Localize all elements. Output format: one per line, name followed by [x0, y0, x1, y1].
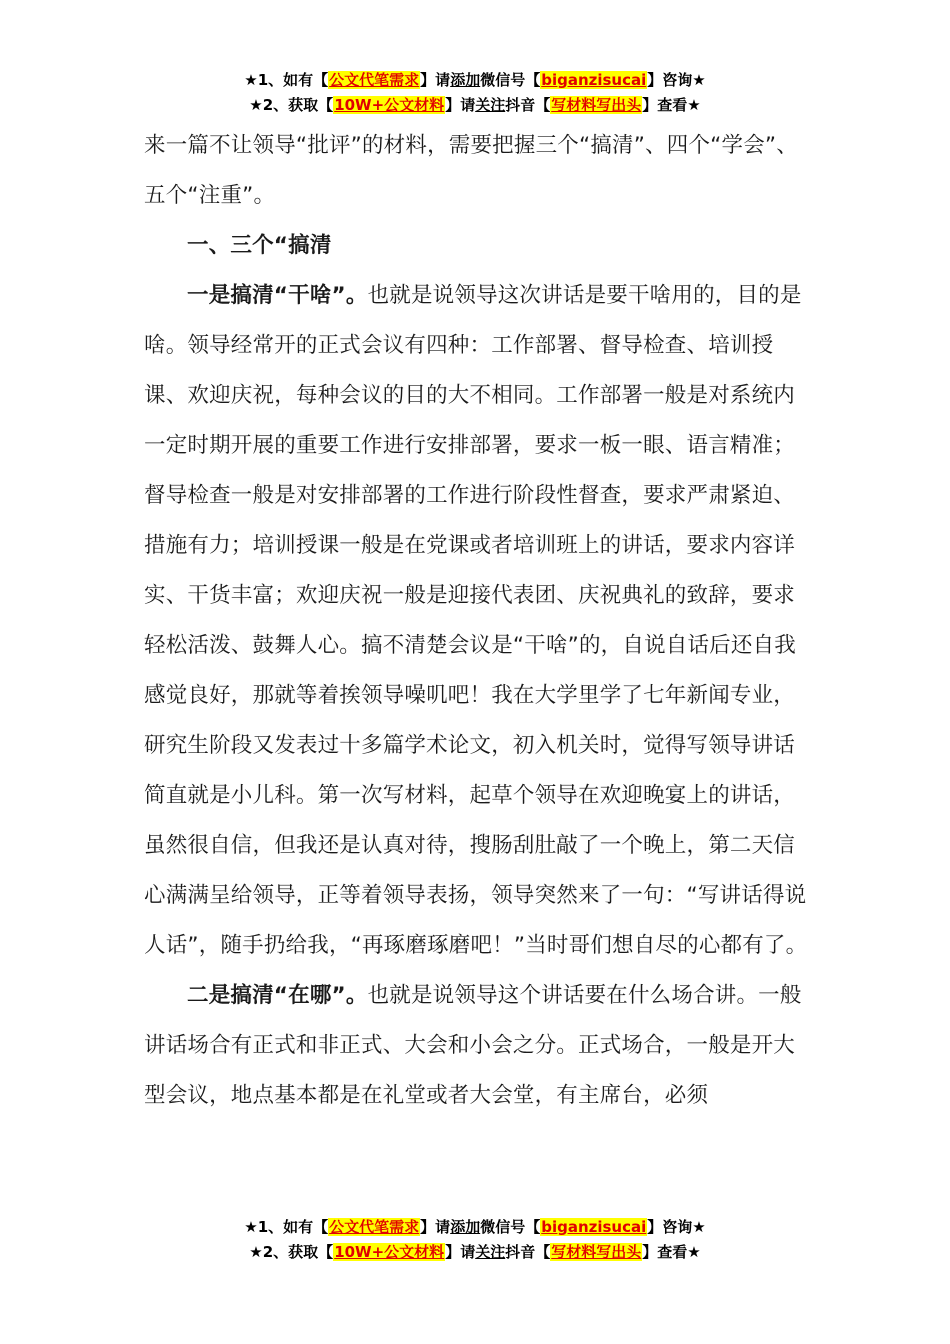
document-body [144, 121, 810, 1121]
promo-highlight: 写材料写出头 [551, 1243, 642, 1261]
paragraph-1-body: 也就是说领导这次讲话是要干啥用的，目的是啥。领导经常开的正式会议有四种：工作部署、督导检查、培训授课、欢迎庆祝，每种会议的目的大不相同。工作部署一般是对系统内一定时期开展的重要工作进行安排部署，要求一板一眼、语言精准；督导检查一般是对安排部署的工作进行阶段性督查，要求严肃紧迫、措施有力；培训授课一般是在党课或者培训班上的讲话，要求内容详实、干货丰富；欢迎庆祝一般是迎接代表团、庆祝典礼的致辞，要求轻松活泼、鼓舞人心。搞不清楚会议是“干啥”的，自说自话后还自我感觉良好，那就等着挨领导噪叽吧！我在大学里学了七年新闻专业，研究生阶段又发表过十多篇学术论文，初入机关时，觉得写领导讲话简直就是小儿科。第一次写材料，起草个领导在欢迎晚宴上的讲话，虽然很自信，但我还是认真对待，搜肠刮肚敲了一个晚上，第二天信心满满呈给领导，正等着领导表扬，领导突然来了一句：“写讲话得说人话”，随手扔给我，“再琢磨琢磨吧！”当时哥们想自尽的心都有了。 [144, 283, 808, 958]
paragraph-2-lead: 二是搞清“在哪”。 [187, 983, 368, 1008]
promo-highlight: 10W+公文材料 [334, 96, 445, 114]
promo-highlight: biganzisucai [541, 1218, 647, 1236]
intro-paragraph: 来一篇不让领导“批评”的材料，需要把握三个“搞清”、四个“学会”、五个“注重”。 [144, 133, 798, 208]
promo-line-2: ★2、获取【10W+公文材料】请关注抖音【写材料写出头】查看★ [249, 1243, 701, 1261]
paragraph-2 [144, 971, 810, 1121]
promo-highlight: 10W+公文材料 [334, 1243, 445, 1261]
promo-highlight: biganzisucai [541, 71, 647, 89]
section-heading: 一、三个“搞清 [187, 233, 332, 258]
paragraph-1-lead: 一是搞清“干啥”。 [187, 283, 368, 308]
promo-highlight: 写材料写出头 [551, 96, 642, 114]
header-promo-banner [0, 68, 950, 118]
paragraph-2-body: 也就是说领导这个讲话要在什么场合讲。一般讲话场合有正式和非正式、大会和小会之分。正式场合，一般是开大型会议，地点基本都是在礼堂或者大会堂，有主席台，必须 [144, 983, 802, 1108]
promo-line-1: ★1、如有【公文代笔需求】请添加微信号【biganzisucai】咨询★ [244, 1218, 706, 1236]
footer-promo-banner [0, 1215, 950, 1265]
promo-line-2: ★2、获取【10W+公文材料】请关注抖音【写材料写出头】查看★ [249, 96, 701, 114]
promo-highlight: 公文代笔需求 [329, 1218, 420, 1236]
promo-line-1: ★1、如有【公文代笔需求】请添加微信号【biganzisucai】咨询★ [244, 71, 706, 89]
paragraph-1 [144, 271, 810, 971]
promo-highlight: 公文代笔需求 [329, 71, 420, 89]
